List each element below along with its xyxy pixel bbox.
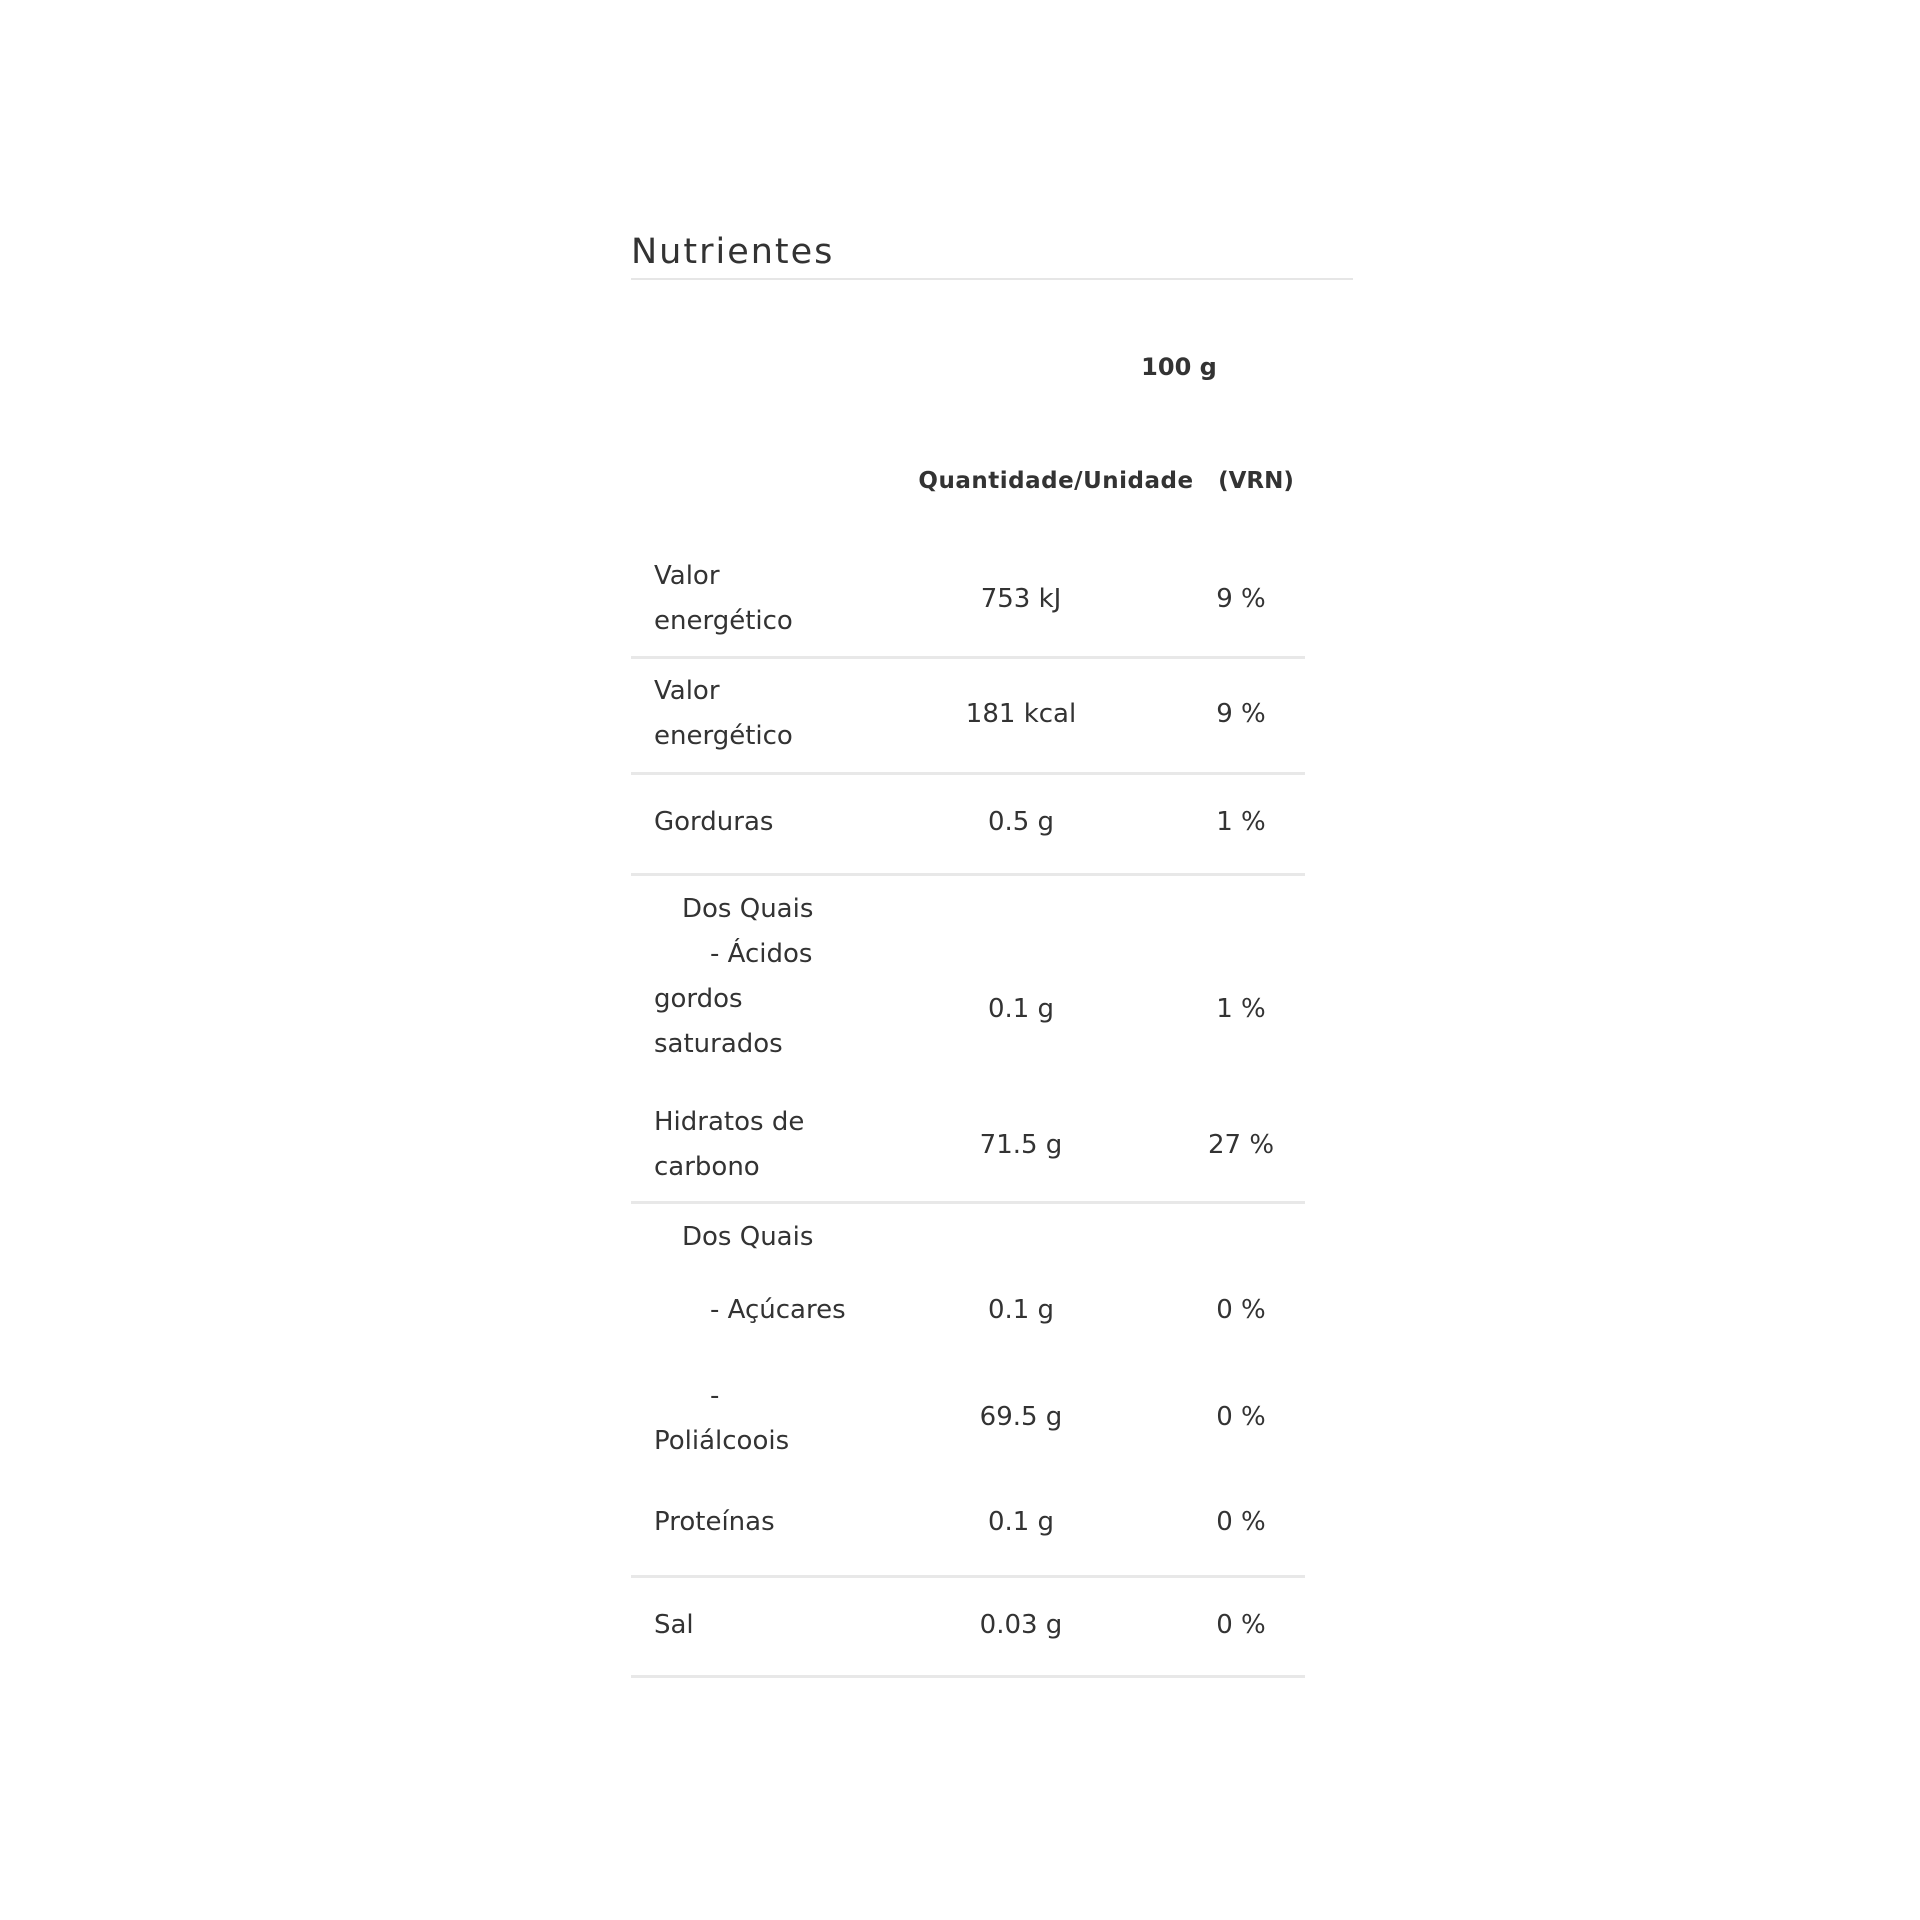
table-row bbox=[631, 1288, 1305, 1338]
label-line: Proteínas bbox=[654, 1507, 775, 1537]
row-divider bbox=[631, 1201, 1305, 1204]
quantity-cell: 181 kcal bbox=[965, 699, 1077, 729]
nutrient-label bbox=[654, 1288, 894, 1333]
nutrient-label bbox=[654, 554, 854, 644]
label-line: carbono bbox=[654, 1152, 760, 1182]
table-row bbox=[631, 554, 1305, 654]
quantity-cell: 0.1 g bbox=[987, 1295, 1055, 1325]
vrn-cell: 9 % bbox=[1216, 699, 1266, 729]
table-row bbox=[631, 1215, 1305, 1265]
label-line: saturados bbox=[654, 1029, 783, 1059]
table-row bbox=[631, 800, 1305, 850]
nutrient-label bbox=[654, 1500, 854, 1545]
vrn-cell: 9 % bbox=[1216, 584, 1266, 614]
row-divider bbox=[631, 1675, 1305, 1678]
label-line: - Açúcares bbox=[710, 1295, 846, 1325]
table-row bbox=[631, 887, 1305, 1077]
vrn-cell: 1 % bbox=[1216, 994, 1266, 1024]
nutrient-label bbox=[654, 887, 894, 1067]
vrn-cell: 0 % bbox=[1216, 1295, 1266, 1325]
label-line: - Ácidos bbox=[710, 939, 813, 969]
vrn-cell: 0 % bbox=[1216, 1610, 1266, 1640]
table-row bbox=[631, 1100, 1305, 1200]
label-line: Gorduras bbox=[654, 807, 774, 837]
quantity-cell: 753 kJ bbox=[980, 584, 1062, 614]
vrn-column-header: (VRN) bbox=[1218, 468, 1294, 494]
serving-size-header: 100 g bbox=[1141, 353, 1217, 381]
nutrient-label bbox=[654, 1603, 854, 1648]
nutrient-label bbox=[654, 1215, 854, 1260]
label-line: Valor bbox=[654, 676, 720, 706]
quantity-cell: 71.5 g bbox=[979, 1130, 1063, 1160]
quantity-cell: 69.5 g bbox=[979, 1402, 1063, 1432]
quantity-cell: 0.1 g bbox=[987, 994, 1055, 1024]
section-title: Nutrientes bbox=[631, 232, 835, 272]
table-row bbox=[631, 669, 1305, 769]
table-row bbox=[631, 1500, 1305, 1550]
nutrient-label bbox=[654, 1374, 854, 1464]
label-line: - bbox=[710, 1381, 720, 1411]
vrn-cell: 0 % bbox=[1216, 1507, 1266, 1537]
row-divider bbox=[631, 1575, 1305, 1578]
label-line: gordos bbox=[654, 984, 743, 1014]
table-row bbox=[631, 1603, 1305, 1653]
row-divider bbox=[631, 656, 1305, 659]
quantity-cell: 0.03 g bbox=[979, 1610, 1063, 1640]
quantity-cell: 0.5 g bbox=[987, 807, 1055, 837]
label-line: Dos Quais bbox=[682, 1222, 814, 1252]
label-line: Valor bbox=[654, 561, 720, 591]
row-divider bbox=[631, 772, 1305, 775]
quantity-column-header: Quantidade/Unidade bbox=[918, 468, 1194, 494]
label-line: Dos Quais bbox=[682, 894, 814, 924]
label-line: Poliálcoois bbox=[654, 1426, 790, 1456]
label-line: energético bbox=[654, 721, 793, 751]
nutrient-label bbox=[654, 669, 854, 759]
title-divider bbox=[631, 278, 1353, 280]
vrn-cell: 27 % bbox=[1207, 1130, 1275, 1160]
vrn-cell: 1 % bbox=[1216, 807, 1266, 837]
nutrient-label bbox=[654, 800, 854, 845]
row-divider bbox=[631, 873, 1305, 876]
label-line: Hidratos de bbox=[654, 1107, 805, 1137]
nutrient-label bbox=[654, 1100, 854, 1190]
table-row bbox=[631, 1374, 1305, 1474]
label-line: energético bbox=[654, 606, 793, 636]
label-line: Sal bbox=[654, 1610, 694, 1640]
quantity-cell: 0.1 g bbox=[987, 1507, 1055, 1537]
nutrition-panel bbox=[631, 0, 1357, 1920]
vrn-cell: 0 % bbox=[1216, 1402, 1266, 1432]
